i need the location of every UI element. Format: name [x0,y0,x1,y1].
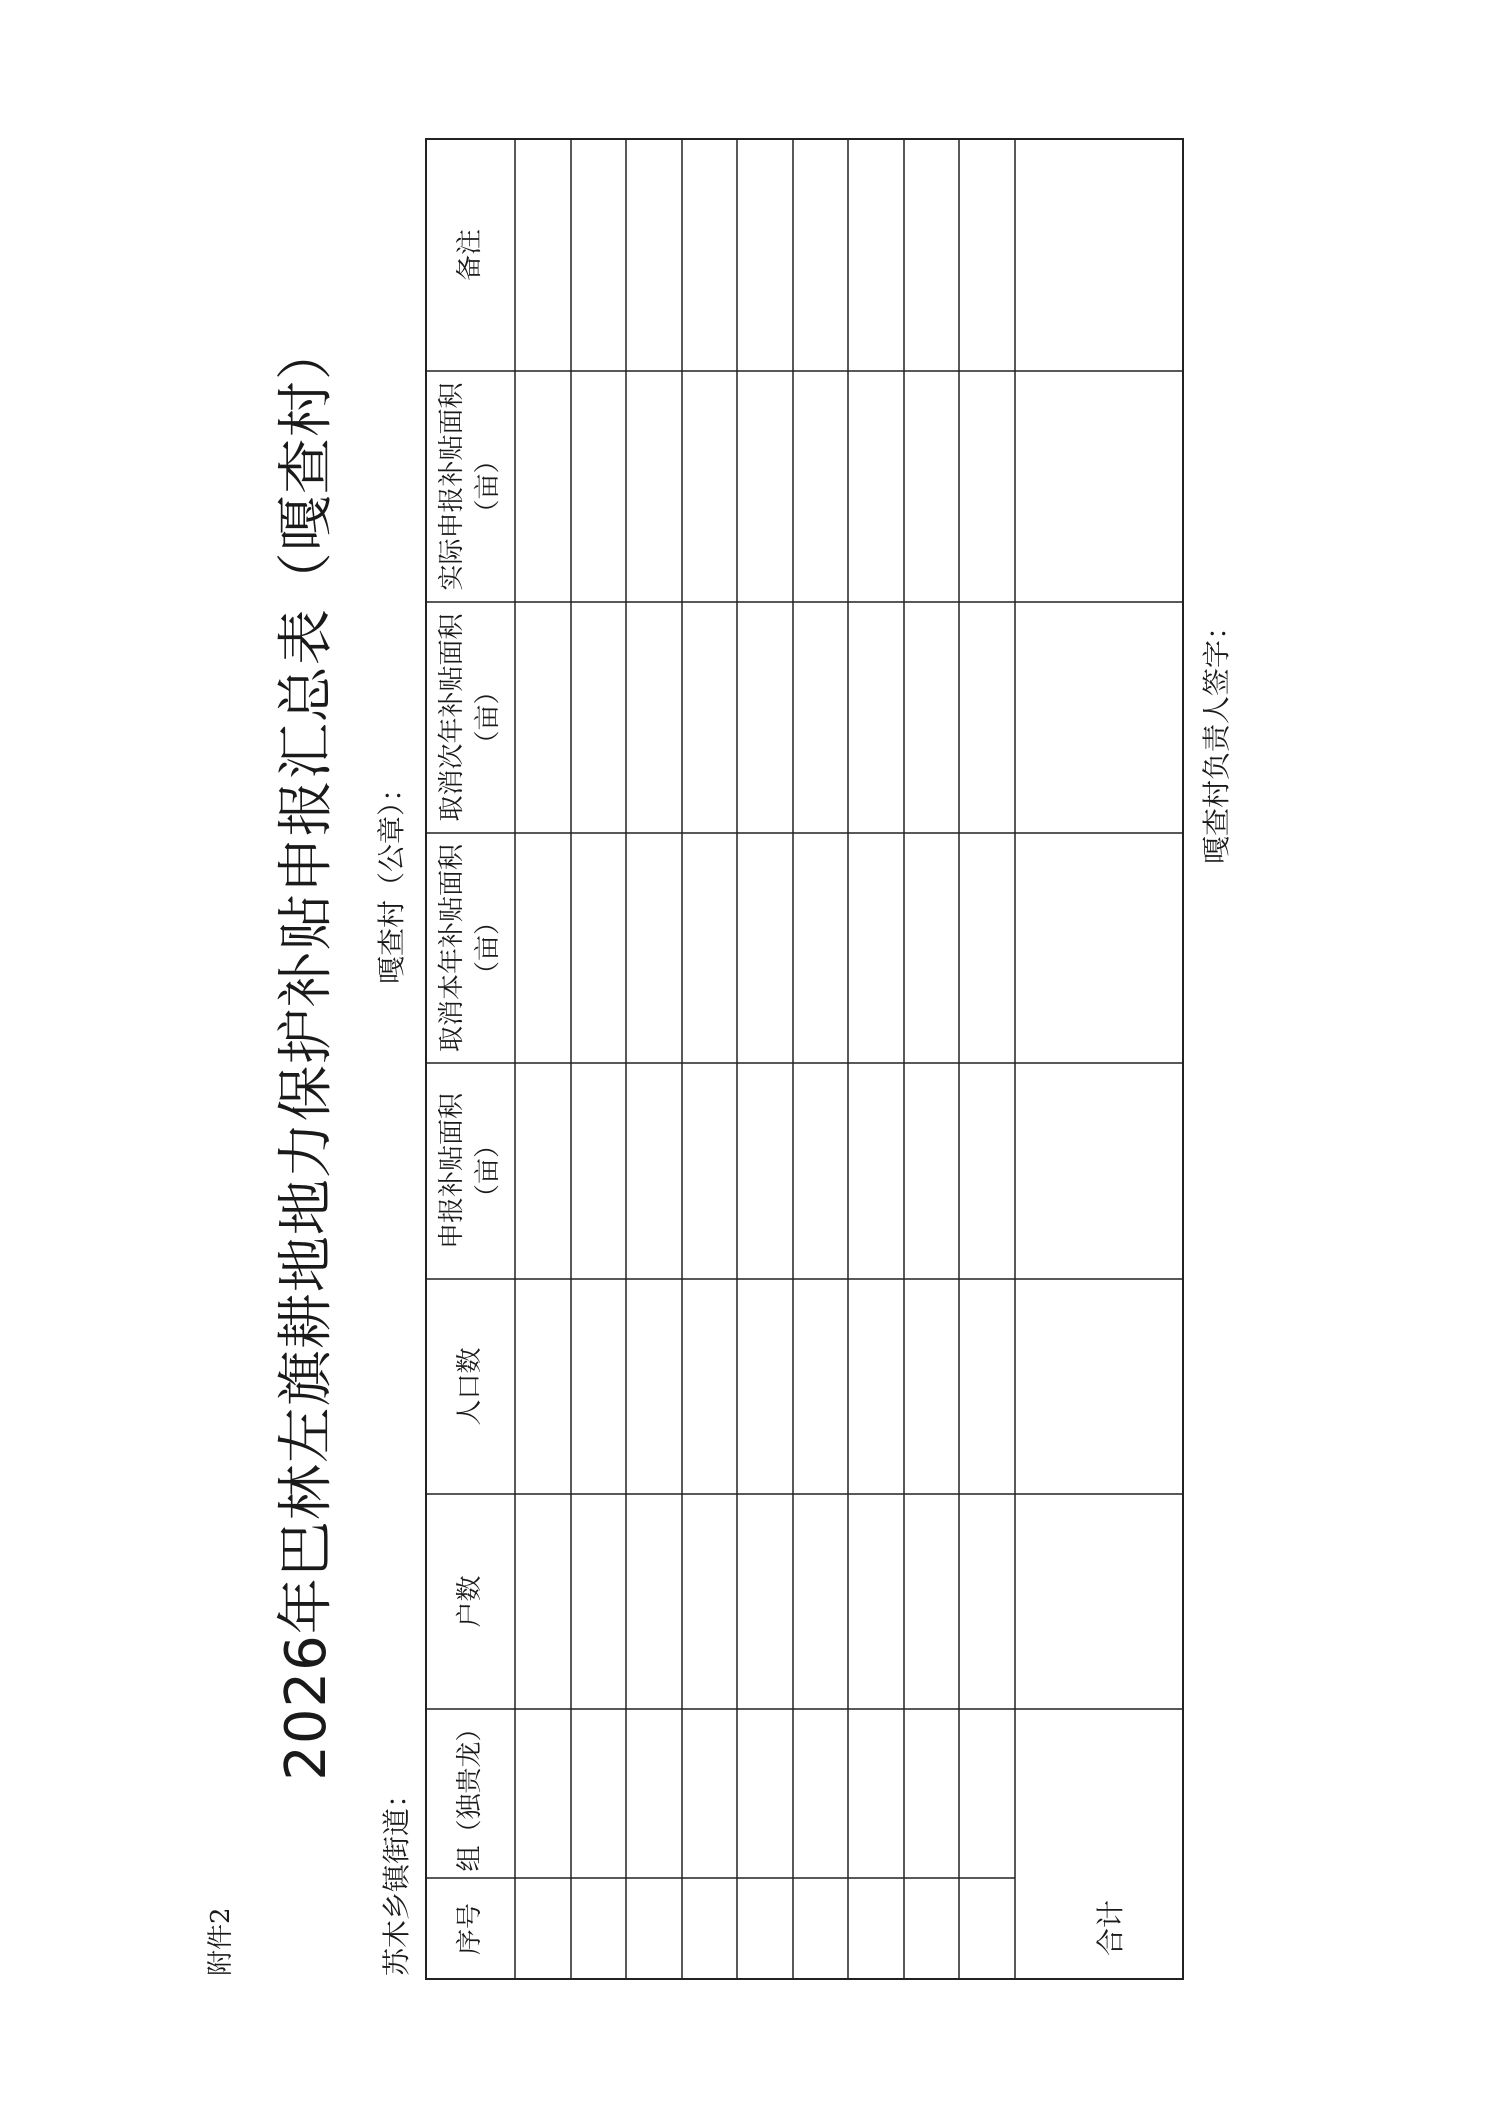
header-index: 序号 [455,1903,485,1956]
header-actual-area: 实际申报补贴面积（亩） [437,382,503,591]
header-households: 户数 [455,1575,485,1628]
header-group: 组（独贵龙） [455,1715,485,1872]
signer-label: 嘎查村负责人签字： [1200,611,1233,864]
table-border [426,139,1183,1979]
page-title: 2026年巴林左旗耕地地力保护补贴申报汇总表（嘎查村） [274,323,339,1781]
header-population: 人口数 [455,1347,485,1426]
table-grid [425,130,1185,1980]
seal-label: 嘎查村（公章）： [375,773,408,984]
header-remarks: 备注 [455,229,485,282]
attachment-label: 附件2 [206,1907,236,1976]
total-row-label: 合计 [1094,1899,1127,1956]
township-label: 苏木乡镇街道： [380,1779,413,1976]
header-cancel-next-year: 取消次年补贴面积（亩） [437,613,503,822]
header-cancel-this-year: 取消本年补贴面积（亩） [437,844,503,1053]
header-declared-area: 申报补贴面积（亩） [437,1093,503,1250]
summary-table [425,130,1189,1980]
